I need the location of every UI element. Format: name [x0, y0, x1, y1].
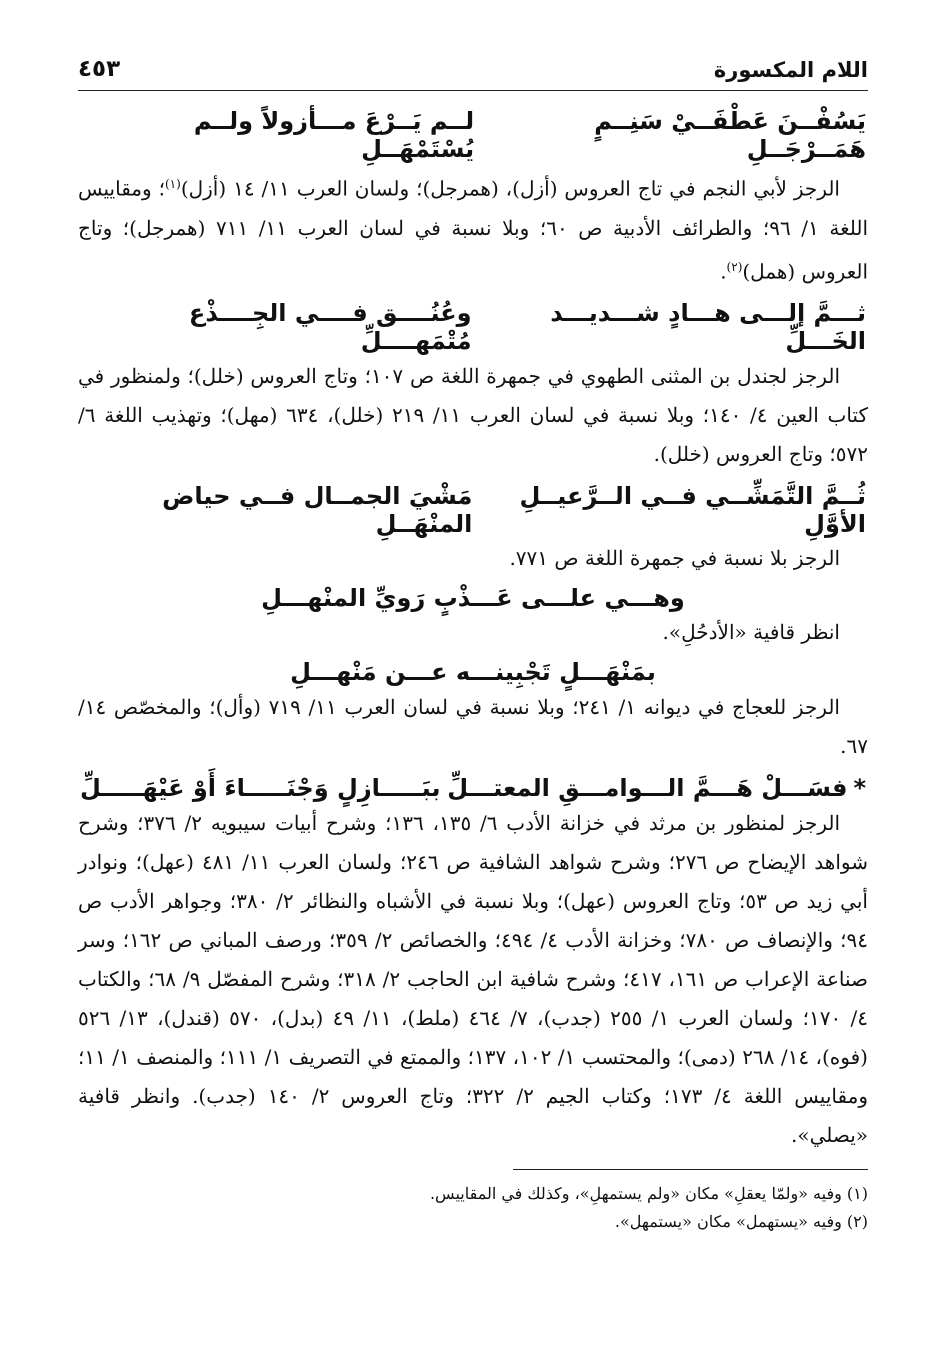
verse-hemistich-left: لــم يَــرْعَ مـــأزولاً ولــم يُسْتَمْهَــلِ: [193, 107, 475, 163]
verse-line: [78, 658, 868, 686]
entry-commentary: الرجز لمنظور بن مرثد في خزانة الأدب ٦/ ١٣٥، ١٣٦؛ وشرح أبيات سيبويه ٢/ ٣٧٦؛ وشرح شواهد الإيضاح ص ٢٧٦؛ وشرح شواهد الشافية ص ٢٤٦؛ ولسان العرب ١١/ ٤٨١ (عهل)؛ ونوادر أبي زيد ص ٥٣؛ وتاج العروس (عهل)؛ وبلا نسبة في الأشباه والنظائر ٢/ ٣٨٠؛ وجواهر الأدب ص ٩٤؛ والإنصاف ص ٧٨٠؛ وخزانة الأدب ٤/ ٤٩٤؛ والخصائص ٢/ ٣٥٩؛ ورصف المباني ص ١٦٢؛ وسر صناعة الإعراب ص ١٦١، ٤١٧؛ وشرح شافية ابن الحاجب ٢/ ٣١٨؛ وشرح المفصّل ٩/ ٦٨؛ والكتاب ٤/ ١٧٠؛ ولسان العرب ١/ ٢٥٥ (جدب)، ٧/ ٤٦٤ (ملط)، ١١/ ٤٩ (بدل)، ٥٧٠ (قندل)، ١٣/ ٥٢٦ (فوه)، ١٤/ ٢٦٨ (دمى)؛ والمحتسب ١/ ١٠٢، ١٣٧؛ والممتع في التصريف ١/ ١١١؛ والمنصف ١/ ١١؛ ومقاييس اللغة ٤/ ١٧٣؛ وكتاب الجيم ٢/ ٣٢٢؛ وتاج العروس ٢/ ١٤٠ (جدب). وانظر قافية «يصلي».: [78, 811, 869, 1148]
verse-hemistich-right: يَسُفْــنَ عَطْفَــيْ سَنِــمٍ هَمَــرْجَــلِ: [594, 107, 866, 163]
verse-hemistich-right: ثـــمَّ إلـــى هـــادٍ شـــديـــد الخَـــلِّ: [550, 299, 866, 356]
running-header: [78, 56, 868, 91]
verse-hemistich-left: ببَـــــازِلٍ وَجْنَـــــاءَ أَوْ عَيْهَـــــلِّ: [80, 774, 441, 803]
verse-single: بمَنْهَـــلٍ تَجْبِينـــه عـــن مَنْهـــلِ: [290, 658, 656, 687]
verse-line: [78, 774, 868, 802]
verse-single: وهـــي علـــى عَـــذْبٍ رَويِّ المنْهـــلِ: [261, 584, 685, 613]
footnote-divider: [513, 1169, 868, 1170]
hemistich-text: فسَـــلْ هَـــمَّ الـــوامـــقِ المعتـــلِّ: [447, 774, 848, 803]
footnote-ref: (٢): [726, 259, 743, 274]
footnote-ref: (١): [164, 177, 181, 191]
footnote: (١) وفيه «ولمّا يعقلِ» مكان «ولم يستمهلِ»، وكذلك في المقاييس.: [429, 1184, 868, 1204]
page-number: ٤٥٣: [78, 56, 130, 82]
entry-commentary: الرجز للعجاج في ديوانه ١/ ٢٤١؛ وبلا نسبة في لسان العرب ١١/ ٧١٩ (وأل)؛ والمخصّص ١٤/ ٦٧.: [78, 695, 868, 759]
running-title: اللام المكسورة: [704, 58, 868, 82]
verse-line: [78, 584, 868, 612]
verse-hemistich-left: مَشْيَ الجمــال فــي حياض المنْهَــلِ: [162, 482, 473, 539]
page: [78, 56, 868, 1236]
commentary-part: ؛ ومقاييس اللغة ١/ ٩٦؛ والطرائف الأدبية ص ٦٠؛ وبلا نسبة في لسان العرب ١١/ ٧١١ (همرجل)؛ وتاج العروس (همل): [78, 176, 869, 284]
verse-line: [78, 107, 868, 163]
commentary-part: الرجز لأبي النجم في تاج العروس (أزل)، (همرجل)؛ ولسان العرب ١١/ ١٤ (أزل): [180, 176, 840, 201]
verse-hemistich-right: [447, 774, 866, 802]
verse-hemistich-right: ثُــمَّ التَّمَشِّــي فــي الــرَّعيــلِ الأوَّلِ: [519, 482, 866, 539]
entry-commentary: الرجز بلا نسبة في جمهرة اللغة ص ٧٧١.: [509, 546, 840, 571]
entry-commentary: انظر قافية «الأدحُلِ».: [662, 620, 840, 645]
verse-hemistich-left: وعُنُــــق فــــي الجِــــذْع مُتْمَهــــلِّ: [188, 299, 472, 356]
star-marker: *: [853, 774, 866, 803]
footnote: (٢) وفيه «يستهمل» مكان «يستمهل».: [614, 1212, 868, 1232]
entry-commentary: [78, 165, 868, 291]
verse-line: [78, 482, 868, 538]
entry-commentary: الرجز لجندل بن المثنى الطهوي في جمهرة اللغة ص ١٠٧؛ وتاج العروس (خلل)؛ ولمنظور في كتاب العين ٤/ ١٤٠؛ وبلا نسبة في لسان العرب ١١/ ٢١٩ (خلل)، ٦٣٤ (مهل)؛ وتهذيب اللغة ٦/ ٥٧٢؛ وتاج العروس (خلل).: [78, 364, 868, 467]
commentary-part: .: [720, 259, 727, 284]
verse-line: [78, 299, 868, 355]
